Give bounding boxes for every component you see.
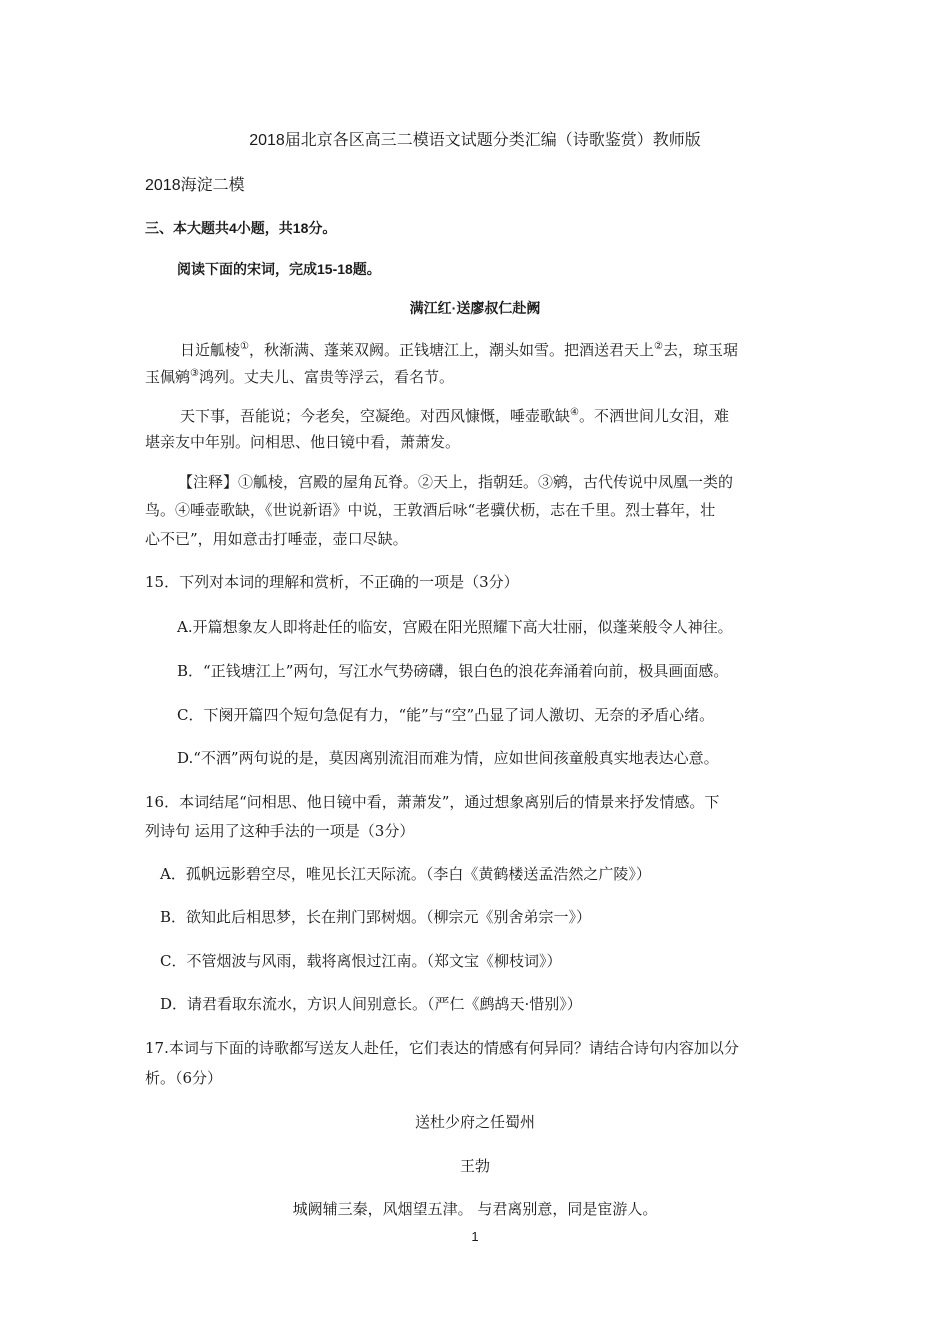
annotation-line3: 心不已”，用如意击打唾壶，壶口尽缺。 (145, 530, 408, 548)
question-15-option-d: D.“不洒”两句说的是，莫因离别流泪而难为情，应如世间孩童般真实地表达心意。 (177, 749, 719, 767)
text-segment: 去，琼玉琚 (662, 341, 738, 359)
question-15-stem: 15．下列对本词的理解和赏析，不正确的一项是（3分） (145, 573, 519, 591)
question-17-stem-line1: 17.本词与下面的诗歌都写送友人赴任，它们表达的情感有何异同？请结合诗句内容加以分 (145, 1039, 739, 1057)
reading-instruction: 阅读下面的宋词，完成15-18题。 (177, 261, 381, 277)
second-poem-title: 送杜少府之任蜀州 (414, 1113, 535, 1131)
poem-stanza2-line2: 堪亲友中年别。问相思、他日镜中看，萧萧发。 (145, 433, 461, 451)
question-15-option-a: A.开篇想象友人即将赴任的临安，宫殿在阳光照耀下高大壮丽，似蓬莱般令人神往。 (177, 618, 733, 636)
question-16-option-b: B．欲知此后相思梦，长在荆门郢树烟。（柳宗元《别舍弟宗一》） (160, 908, 592, 926)
poem-stanza1-line1 (180, 339, 738, 360)
footnote-marker: ② (654, 341, 663, 352)
poem-title: 满江红·送廖叔仁赴阙 (409, 300, 541, 316)
question-16-stem-line2: 列诗句 运用了这种手法的一项是（3分） (145, 822, 415, 840)
page-number: 1 (471, 1229, 479, 1244)
text-segment: 天下事，吾能说；今老矣，空凝绝。对西风慷慨，唾壶歌缺 (180, 407, 571, 425)
annotation-line1: 【注释】①觚棱，宫殿的屋角瓦脊。②天上，指朝廷。③鹓，古代传说中凤凰一类的 (178, 473, 734, 491)
second-poem-author: 王勃 (459, 1157, 490, 1175)
second-poem-line1: 城阙辅三秦，风烟望五津。 与君离别意，同是宦游人。 (292, 1200, 658, 1218)
question-16-option-d: D．请君看取东流水，方识人间别意长。（严仁《鹧鸪天·惜别》） (160, 995, 582, 1013)
text-segment: 玉佩鹓 (145, 368, 191, 386)
footnote-marker: ① (240, 341, 249, 352)
text-segment: ，秋渐满、蓬莱双阙。正钱塘江上，潮头如雪。把酒送君天上 (248, 341, 654, 359)
poem-stanza1-line2 (145, 366, 454, 387)
text-segment: 。不洒世间儿女泪，难 (578, 407, 729, 425)
poem-stanza2-line1 (180, 405, 729, 426)
question-17-stem-line2: 析。（6分） (145, 1069, 223, 1087)
text-segment: 日近觚棱 (180, 341, 241, 359)
question-15-option-b: B．“正钱塘江上”两句，写江水气势磅礴，银白色的浪花奔涌着向前，极具画面感。 (177, 662, 729, 680)
question-16-option-c: C．不管烟波与风雨，载将离恨过江南。（郑文宝《柳枝词》） (160, 952, 562, 970)
footnote-marker: ④ (570, 407, 579, 418)
footnote-marker: ③ (190, 368, 199, 379)
document-title: 2018届北京各区高三二模语文试题分类汇编（诗歌鉴赏）教师版 (249, 132, 701, 149)
exam-source-label: 2018海淀二模 (145, 177, 245, 194)
question-16-stem-line1: 16．本词结尾“问相思、他日镜中看，萧萧发”，通过想象离别后的情景来抒发情感。下 (145, 793, 720, 811)
text-segment: 鸿列。丈夫儿、富贵等浮云，看名节。 (198, 368, 454, 386)
section-heading: 三、本大题共4小题，共18分。 (145, 220, 337, 236)
annotation-line2: 鸟。④唾壶歌缺，《世说新语》中说，王敦酒后咏“老骥伏枥，志在千里。烈士暮年，壮 (145, 501, 716, 519)
question-15-option-c: C．下阕开篇四个短句急促有力，“能”与“空”凸显了词人激切、无奈的矛盾心绪。 (177, 706, 715, 724)
question-16-option-a: A．孤帆远影碧空尽，唯见长江天际流。（李白《黄鹤楼送孟浩然之广陵》） (160, 865, 651, 883)
